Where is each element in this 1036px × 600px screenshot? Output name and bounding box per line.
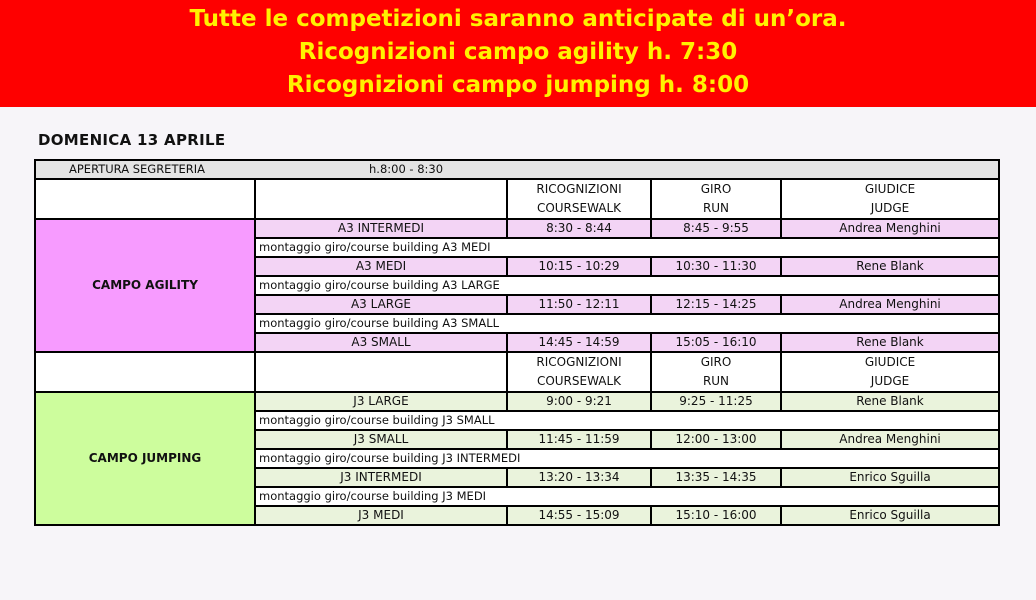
run-time: 12:00 - 13:00	[651, 430, 781, 449]
run-time: 15:10 - 16:00	[651, 506, 781, 525]
opening-label: APERTURA SEGRETERIA	[69, 162, 205, 176]
class-row	[35, 219, 999, 238]
class-name: J3 SMALL	[255, 430, 507, 449]
judge-name: Enrico Sguilla	[781, 506, 999, 525]
run-time: 10:30 - 11:30	[651, 257, 781, 276]
recon-time: 11:45 - 11:59	[507, 430, 651, 449]
header-recon: RICOGNIZIONI COURSEWALK	[507, 352, 651, 392]
agility-area-label: CAMPO AGILITY	[35, 219, 255, 352]
recon-time: 8:30 - 8:44	[507, 219, 651, 238]
jumping-header-row	[35, 352, 999, 392]
class-name: J3 LARGE	[255, 392, 507, 411]
header-run: GIRO RUN	[651, 352, 781, 392]
jumping-area-label: CAMPO JUMPING	[35, 392, 255, 525]
run-time: 15:05 - 16:10	[651, 333, 781, 352]
judge-name: Andrea Menghini	[781, 295, 999, 314]
recon-time: 10:15 - 10:29	[507, 257, 651, 276]
course-building-note: montaggio giro/course building A3 LARGE	[255, 276, 999, 295]
judge-name: Andrea Menghini	[781, 430, 999, 449]
class-name: J3 INTERMEDI	[255, 468, 507, 487]
class-name: J3 MEDI	[255, 506, 507, 525]
recon-time: 9:00 - 9:21	[507, 392, 651, 411]
judge-name: Rene Blank	[781, 257, 999, 276]
judge-name: Rene Blank	[781, 333, 999, 352]
recon-time: 13:20 - 13:34	[507, 468, 651, 487]
recon-time: 14:45 - 14:59	[507, 333, 651, 352]
schedule-table	[34, 159, 1000, 526]
run-time: 13:35 - 14:35	[651, 468, 781, 487]
class-name: A3 LARGE	[255, 295, 507, 314]
banner-line-3: Ricognizioni campo jumping h. 8:00	[286, 72, 750, 98]
course-building-note: montaggio giro/course building J3 SMALL	[255, 411, 999, 430]
judge-name: Enrico Sguilla	[781, 468, 999, 487]
class-name: A3 MEDI	[255, 257, 507, 276]
run-time: 12:15 - 14:25	[651, 295, 781, 314]
agility-header-row	[35, 179, 999, 219]
header-judge: GIUDICE JUDGE	[781, 179, 999, 219]
course-building-note: montaggio giro/course building J3 INTERMEDI	[255, 449, 999, 468]
judge-name: Andrea Menghini	[781, 219, 999, 238]
header-recon: RICOGNIZIONI COURSEWALK	[507, 179, 651, 219]
course-building-note: montaggio giro/course building A3 MEDI	[255, 238, 999, 257]
banner-line-2: Ricognizioni campo agility h. 7:30	[298, 39, 738, 65]
judge-name: Rene Blank	[781, 392, 999, 411]
announcement-banner	[0, 0, 1036, 107]
recon-time: 14:55 - 15:09	[507, 506, 651, 525]
recon-time: 11:50 - 12:11	[507, 295, 651, 314]
class-name: A3 SMALL	[255, 333, 507, 352]
run-time: 8:45 - 9:55	[651, 219, 781, 238]
class-name: A3 INTERMEDI	[255, 219, 507, 238]
opening-time: h.8:00 - 8:30	[369, 162, 444, 176]
opening-row	[35, 160, 999, 179]
day-title: DOMENICA 13 APRILE	[38, 131, 226, 149]
course-building-note: montaggio giro/course building A3 SMALL	[255, 314, 999, 333]
course-building-note: montaggio giro/course building J3 MEDI	[255, 487, 999, 506]
header-run: GIRO RUN	[651, 179, 781, 219]
class-row	[35, 392, 999, 411]
run-time: 9:25 - 11:25	[651, 392, 781, 411]
header-judge: GIUDICE JUDGE	[781, 352, 999, 392]
banner-line-1: Tutte le competizioni saranno anticipate di un’ora.	[189, 6, 847, 32]
